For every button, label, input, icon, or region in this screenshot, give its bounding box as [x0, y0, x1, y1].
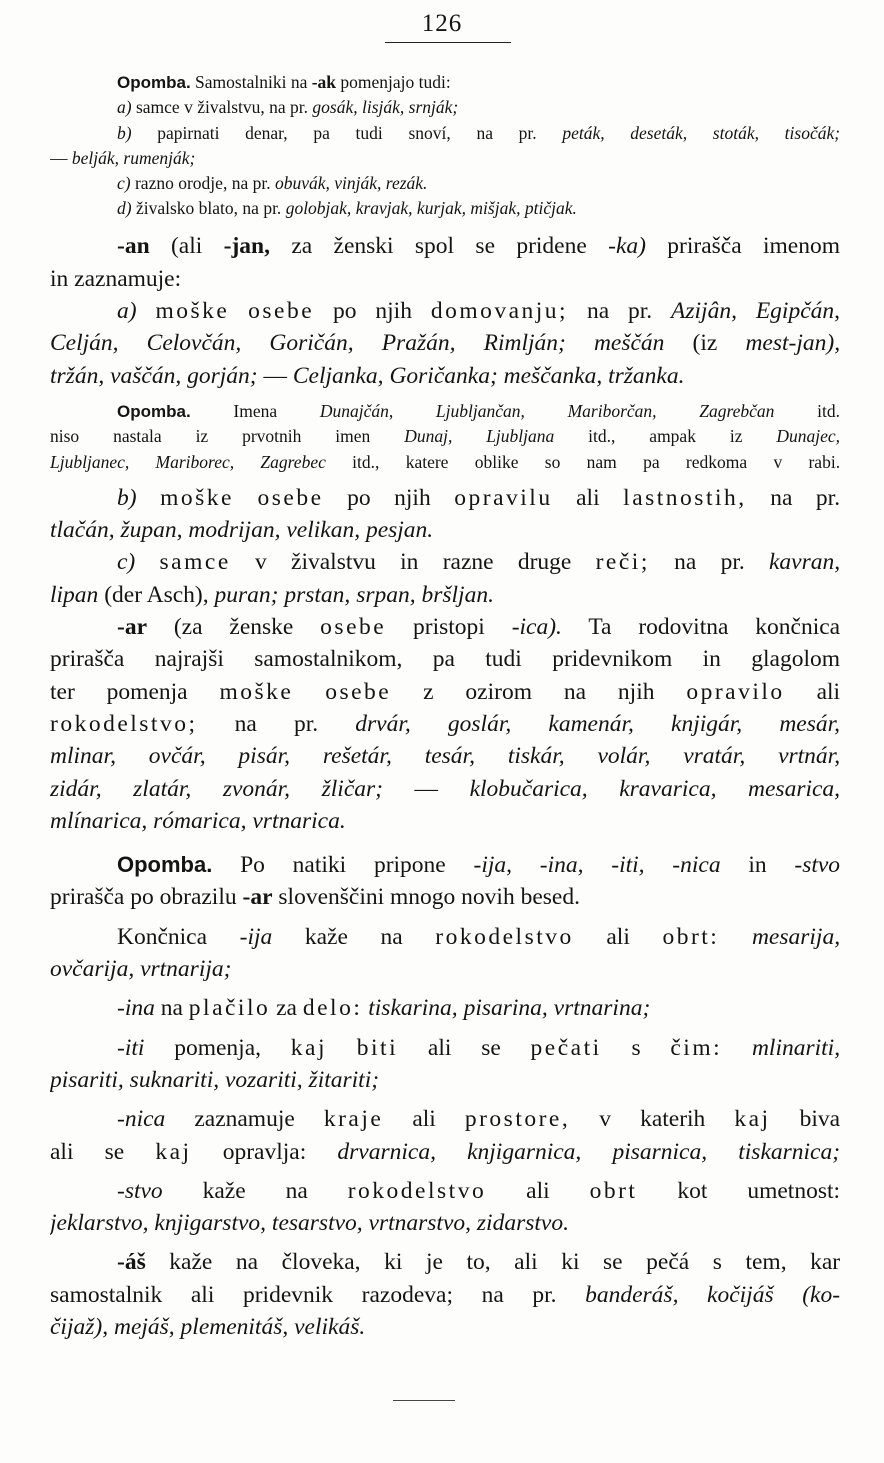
text-line: -stvo kaže na rokodelstvo ali obrt kot umetnost: [117, 1177, 840, 1204]
text-line: -ina na plačilo za delo: tiskarina, pisarina, vrtnarina; [117, 995, 651, 1022]
text-line: -an (ali -jan, za ženski spol se pridene -ka) prirašča imenom [117, 232, 840, 259]
text-line: a) samce v živalstvu, na pr. gosák, lisják, srnják; [117, 97, 459, 118]
text-body [50, 70, 840, 1343]
text-line: Opomba. Po natiki pripone -ija, -ina, -iti, -nica in -stvo [117, 852, 840, 879]
text-line: ovčarija, vrtnarija; [50, 956, 232, 983]
text-line: prirašča najrajši samostalnikom, pa tudi pridevnikom in glagolom [50, 646, 840, 673]
footer-rule [393, 1400, 455, 1401]
text-line: samostalnik ali pridevnik razodeva; na pr. banderáš, kočijáš (ko- [50, 1281, 840, 1308]
text-line: -iti pomenja, kaj biti ali se pečati s čim: mlinariti, [117, 1034, 840, 1061]
text-line: b) papirnati denar, pa tudi snoví, na pr. peták, deseták, stoták, tisočák; [117, 122, 840, 143]
text-line: b) moške osebe po njih opravilu ali lastnostih, na pr. [117, 484, 840, 511]
text-line: -áš kaže na človeka, ki je to, ali ki se pečá s tem, kar [117, 1249, 840, 1276]
text-line: Celján, Celovčán, Goričán, Pražán, Rimlján; meščán (iz mest-jan), [50, 330, 840, 357]
text-line: zidár, zlatár, zvonár, žličar; — klobučarica, kravarica, mesarica, [50, 775, 840, 802]
text-line: — belják, rumenják; [50, 147, 196, 168]
text-line: ali se kaj opravlja: drvarnica, knjigarnica, pisarnica, tiskarnica; [50, 1138, 840, 1165]
text-line: mlinar, ovčár, pisár, rešetár, tesár, tiskár, volár, vratár, vrtnár, [50, 743, 840, 770]
text-line: jeklarstvo, knjigarstvo, tesarstvo, vrtnarstvo, zidarstvo. [50, 1210, 569, 1237]
text-line: Ljubljanec, Mariborec, Zagrebec itd., katere oblike so nam pa redkoma v rabi. [50, 451, 840, 472]
page-number: 126 [421, 10, 463, 37]
text-line: in zaznamuje: [50, 265, 182, 292]
text-line: rokodelstvo; na pr. drvár, goslár, kamenár, knjigár, mesár, [50, 710, 840, 737]
text-line: a) moške osebe po njih domovanju; na pr. Azijân, Egipčán, [117, 298, 840, 325]
text-line: tržán, vaščán, gorján; — Celjanka, Goričanka; meščanka, tržanka. [50, 362, 685, 389]
text-line: lipan (der Asch), puran; prstan, srpan, bršljan. [50, 581, 494, 608]
text-line: Opomba. Imena Dunajčán, Ljubljančan, Mariborčan, Zagrebčan itd. [117, 400, 840, 421]
text-line: Končnica -ija kaže na rokodelstvo ali obrt: mesarija, [117, 923, 840, 950]
header-rule [385, 42, 511, 43]
text-line: Opomba. Samostalniki na -ak pomenjajo tudi: [117, 72, 451, 92]
text-line: niso nastala iz prvotnih imen Dunaj, Ljubljana itd., ampak iz Dunajec, [50, 426, 840, 447]
text-line: d) živalsko blato, na pr. golobjak, kravjak, kurjak, mišjak, ptičjak. [117, 198, 577, 219]
text-line: pisariti, suknariti, vozariti, žitariti; [50, 1066, 380, 1093]
text-line: čijaž), mejáš, plemenitáš, velikáš. [50, 1313, 366, 1340]
text-line: mlínarica, rómarica, vrtnarica. [50, 807, 346, 834]
text-line: -nica zaznamuje kraje ali prostore, v katerih kaj biva [117, 1106, 840, 1133]
text-line: tlačán, župan, modrijan, velikan, pesjan. [50, 517, 434, 544]
text-line: c) razno orodje, na pr. obuvák, vinják, rezák. [117, 173, 428, 194]
text-line: c) samce v živalstvu in razne druge reči; na pr. kavran, [117, 549, 840, 576]
text-line: -ar (za ženske osebe pristopi -ica). Ta rodovitna končnica [117, 614, 840, 641]
text-line: ter pomenja moške osebe z ozirom na njih opravilo ali [50, 678, 840, 705]
text-line: prirašča po obrazilu -ar slovenščini mnogo novih besed. [50, 884, 580, 911]
